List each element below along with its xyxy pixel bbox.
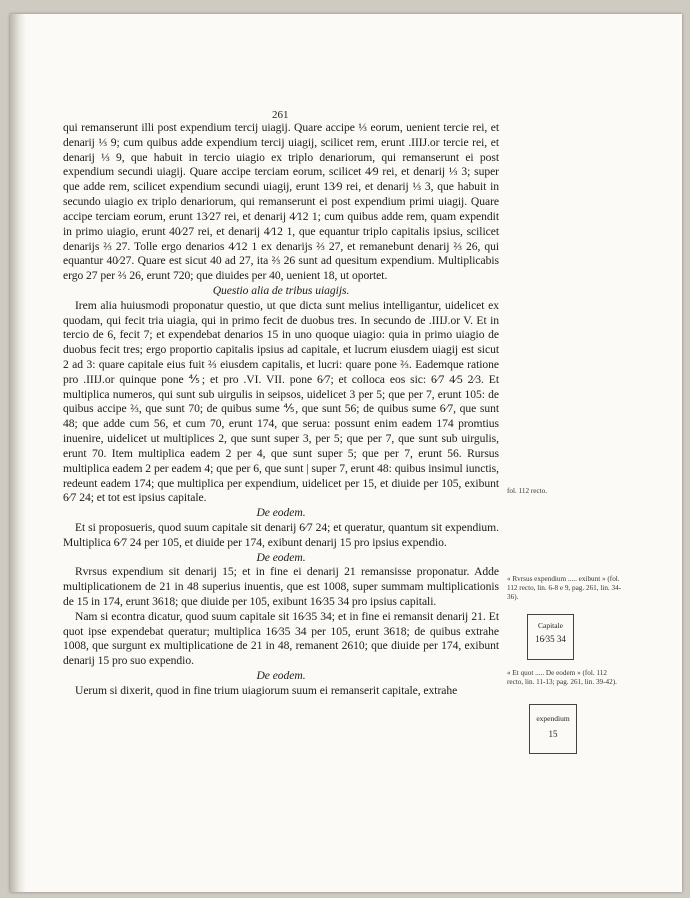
- section-heading-de-eodem-1: De eodem.: [256, 506, 306, 520]
- paragraph-nam-si-econtra: Nam si econtra dicatur, quod suum capitale sit 16⁄35 34; et in fine ei remansit denarij 21. Et quot ipse expendebat queratur; multiplica 16⁄35 34 per 105, erunt 3618; de quibus extrahe 1008, que surgunt ex multiplicatione de 21 in 48, remanent 2610; que diuide per 174, exibunt denarij 15 pro suo expendio.: [63, 609, 499, 668]
- paragraph-rursus-expendium: Rvrsus expendium sit denarij 15; et in fine ei denarij 21 remansisse proponatur. Adde multiplicationem de 21 in 48 superius inuentis, que est 1008, super summam multiplicationis de 15 in 174, erunt 3618; que diuide per 105, exibunt 16⁄35 34 pro ipsius capitali.: [63, 565, 499, 608]
- paragraph-capitale-24: Et si proposueris, quod suum capitale sit denarij 6⁄7 24; et queratur, quantum sit expendium. Multiplica 6⁄7 24 per 105, et diuide per 174, exibunt denarij 15 pro ipsius expendio.: [63, 520, 499, 549]
- book-page: [10, 14, 682, 892]
- expendium-box: [529, 704, 577, 754]
- section-heading-de-eodem-2: De eodem.: [256, 550, 306, 564]
- paragraph-uerum-si-dixerit: Uerum si dixerit, quod in fine trium uiagiorum suum ei remanserit capitale, extrahe: [75, 683, 458, 697]
- main-text-column: [63, 121, 499, 699]
- paragraph-expendium-solution: qui remanserunt illi post expendium tercij uiagij. Quare accipe ⅓ eorum, uenient tercie rei, et denarij ⅓ 9; cum quibus adde expendium tercij uiagij, scilicet rem, erunt .IIIJ.or tercie rei, et denarij ⅓ 9, que habuit in tercio uiagio ex triplo denariorum, qui remanserunt ei post expendium secundi uiagij. Quare accipe terciam eorum, scilicet 4⁄9 rei, et denarij ⅓ 3; super que adde rem, scilicet expendium secundi uiagij, erunt 13⁄9 rei, et denarij ⅓ 3, que habuit in secundo uiagio ex triplo denariorum, qui remanserunt ei post expendium primi uiagij. Quare accipe terciam eorum, erunt 13⁄27 rei, et denarij 4⁄12 1; cum quibus adde rem, quam expendit in primo uiagio, erunt 40⁄27 rei, et denarij 4⁄12 1, que equantur triplo capitalis ipsius, scilicet denarijs ⅔ 27. Tolle ergo denarios 4⁄12 1 ex denarijs ⅔ 27, et remanebunt denarij ⅔ 26, qui equantur 40⁄27. Quare est sicut 40 ad 27, ita ⅔ 26 sunt ad quesitum expendium. Multiplicabis ergo 27 per ⅔ 26, erunt 720; que diuides per 40, uenient 18, ut oportet.: [63, 121, 499, 283]
- capitale-box-label: Capitale: [538, 621, 563, 630]
- expendium-box-label: expendium: [536, 714, 570, 723]
- margin-folio-reference: fol. 112 recto.: [507, 487, 548, 495]
- page-number: 261: [272, 109, 289, 121]
- margin-note-et-quot: « Et quot ..... De eodem » (fol. 112 recto, lin. 11-13; pag. 261, lin. 39-42).: [507, 669, 617, 686]
- expendium-box-value: 15: [548, 729, 558, 739]
- margin-note-rursus: « Rvrsus expendium ..... exibunt » (fol. 112 recto, lin. 6-8 e 9, pag. 261, lin. 34-36).: [507, 575, 622, 601]
- capitale-box: [527, 614, 574, 660]
- capitale-box-value: 16⁄35 34: [535, 634, 566, 644]
- section-heading-de-eodem-3: De eodem.: [256, 669, 306, 683]
- paragraph-tria-uiagia: Irem alia huiusmodi proponatur questio, ut que dicta sunt melius intelligantur, uidelicet ex quodam, qui fecit tria uiagia, qui in primo fecit de duobus tres. In secundo de .IIIJ.or V. Et in tercio de 6, fecit 7; et expendebat denarios 15 in uno quoque uiagio: quia in primo uiagio de duobus fecit tres; ergo proportio capitalis ipsius ad capitale, et lucrum eiusdem uiagij est sicut 2 ad 3: quare capitale eius fuit ⅔ eiusdem capitalis, et lucri: quare pone ⅔. Eademque ratione pro .IIIJ.or quinque pone ⅘; et pro .VI. VII. pone 6⁄7; et colloca eos sic: 6⁄7 4⁄5 2⁄3. Et multiplica numeros, qui sunt sub uirgulis in seipsos, uidelicet 3 per 5; que per 7, erunt 105: de quibus accipe ⅔, que sunt 70; de quibus sume ⅘, que sunt 56; de quibus sume 6⁄7, que sunt 48; que adde cum 56, et cum 70, erunt 174, que serua: possunt enim eadem 174 promtius inuenire, uidelicet ut multiplices 2, que sunt super 3, per 5; que per 7, que sunt sub uirgulis, erunt 70. Item multiplica eadem 2 per 4, que sunt super 5; que per 7, erunt 56. Rursus multiplica eadem 2 per eadem 4; que per 6, que sunt | super 7, erunt 48: quibus insimul iunctis, redeunt eadem 174; que multiplica per expendium, uidelicet per 15, et diuide per 105, exibunt 6⁄7 24; et tot est ipsius capitale.: [63, 298, 499, 505]
- page-spine-shadow: [10, 14, 26, 892]
- section-heading-questio: Questio alia de tribus uiagijs.: [212, 283, 350, 297]
